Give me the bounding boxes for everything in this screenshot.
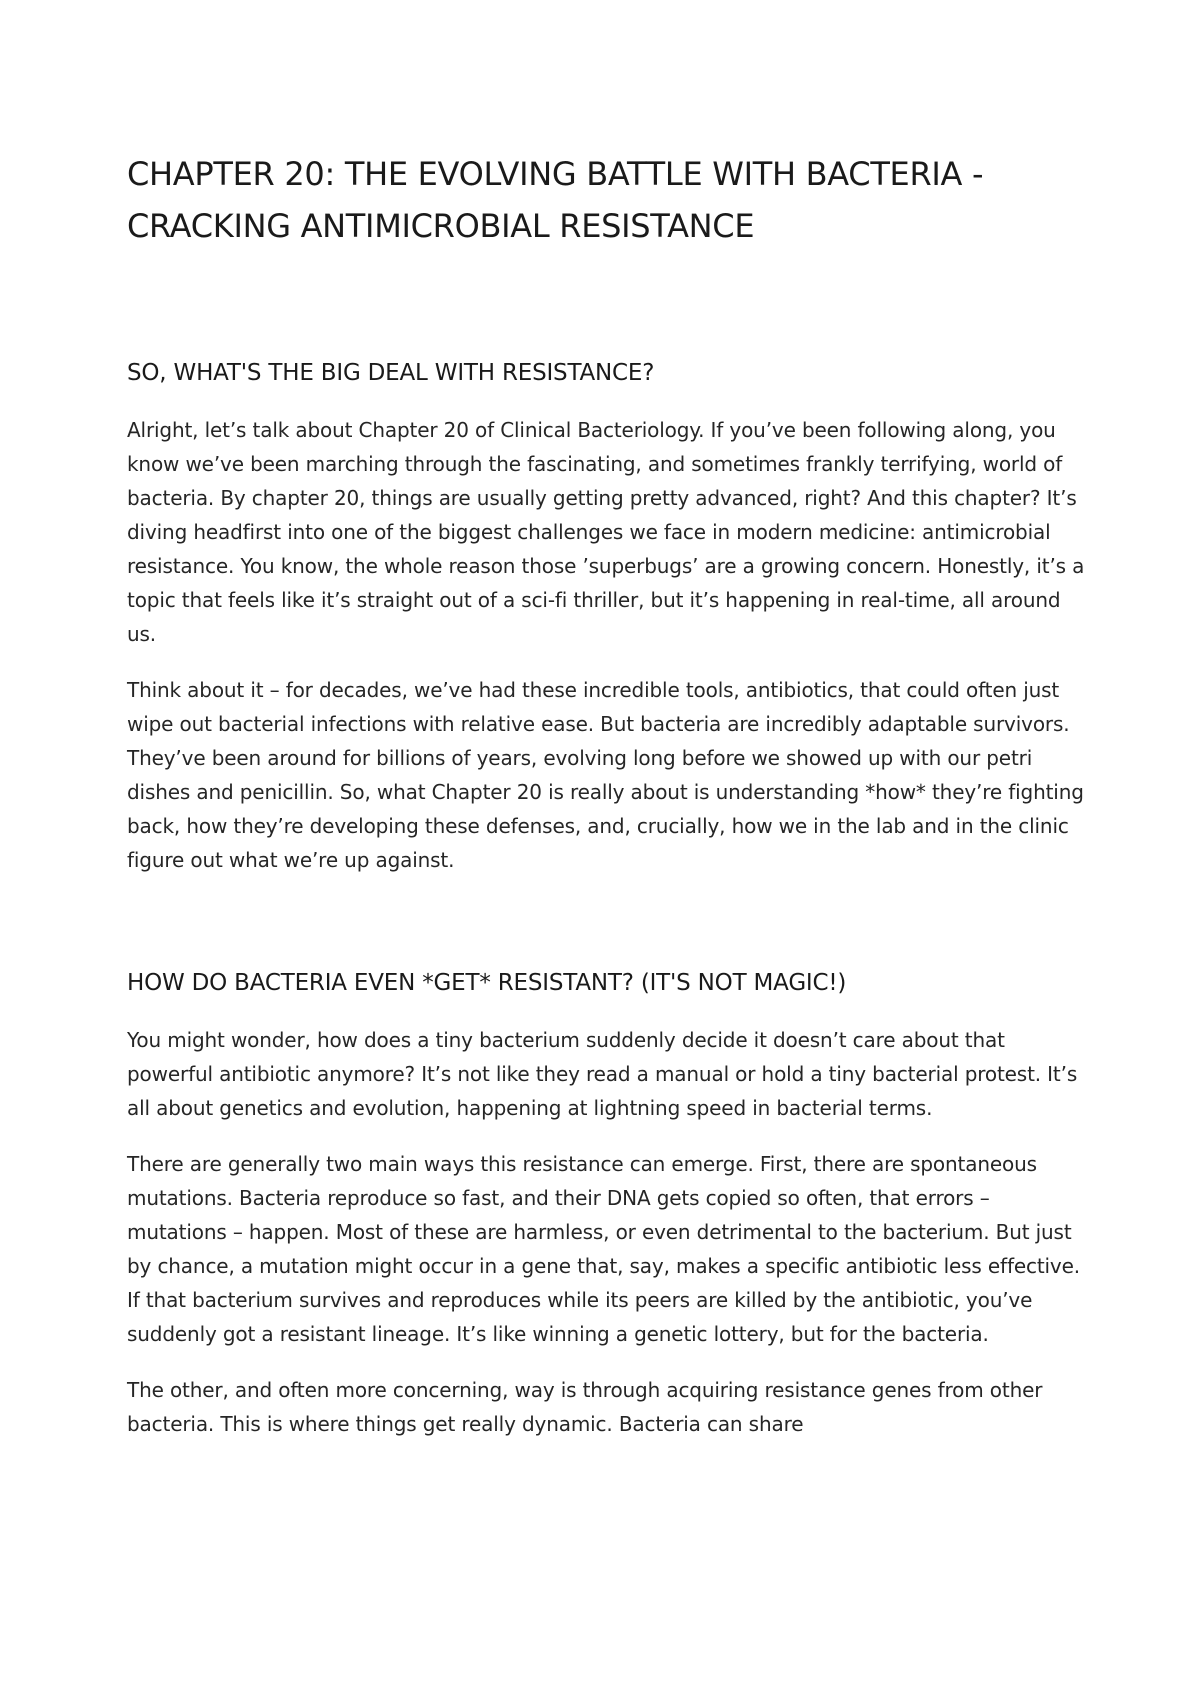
paragraph: Think about it – for decades, we’ve had these incredible tools, antibiotics, that could often just wipe out bacterial infections with relative ease. But bacteria are incredibly adaptable survivors. They’ve been around for billions of years, evolving long before we showed up with our petri dishes and penicillin. So, what Chapter 20 is really about is understanding *how* they’re fighting back, how they’re developing these defenses, and, crucially, how we in the lab and in the clinic figure out what we’re up against. xyxy=(127,678,1084,872)
paragraph: There are generally two main ways this resistance can emerge. First, there are spontaneous mutations. Bacteria reproduce so fast, and their DNA gets copied so often, that errors – mutations – happen. Most of these are harmless, or even detrimental to the bacterium. But just by chance, a mutation might occur in a gene that, say, makes a specific antibiotic less effective. If that bacterium survives and reproduces while its peers are killed by the antibiotic, you’ve suddenly got a resistant lineage. It’s like winning a genetic lottery, but for the bacteria. xyxy=(127,1152,1080,1346)
document-body xyxy=(127,148,1087,1441)
chapter-title: CHAPTER 20: THE EVOLVING BATTLE WITH BACTERIA - CRACKING ANTIMICROBIAL RESISTANCE xyxy=(127,155,984,245)
paragraph: The other, and often more concerning, way is through acquiring resistance genes from other bacteria. This is where things get really dynamic. Bacteria can share xyxy=(127,1378,1043,1436)
section-heading-how-bacteria-get-resistant: HOW DO BACTERIA EVEN *GET* RESISTANT? (IT'S NOT MAGIC!) xyxy=(127,970,847,996)
section-heading-resistance-big-deal: SO, WHAT'S THE BIG DEAL WITH RESISTANCE? xyxy=(127,360,655,386)
paragraph: Alright, let’s talk about Chapter 20 of Clinical Bacteriology. If you’ve been following along, you know we’ve been marching through the fascinating, and sometimes frankly terrifying, world of bacteria. By chapter 20, things are usually getting pretty advanced, right? And this chapter? It’s diving headfirst into one of the biggest challenges we face in modern medicine: antimicrobial resistance. You know, the whole reason those ’superbugs’ are a growing concern. Honestly, it’s a topic that feels like it’s straight out of a sci-fi thriller, but it’s happening in real-time, all around us. xyxy=(127,418,1085,646)
paragraph: You might wonder, how does a tiny bacterium suddenly decide it doesn’t care about that powerful antibiotic anymore? It’s not like they read a manual or hold a tiny bacterial protest. It’s all about genetics and evolution, happening at lightning speed in bacterial terms. xyxy=(127,1028,1078,1120)
